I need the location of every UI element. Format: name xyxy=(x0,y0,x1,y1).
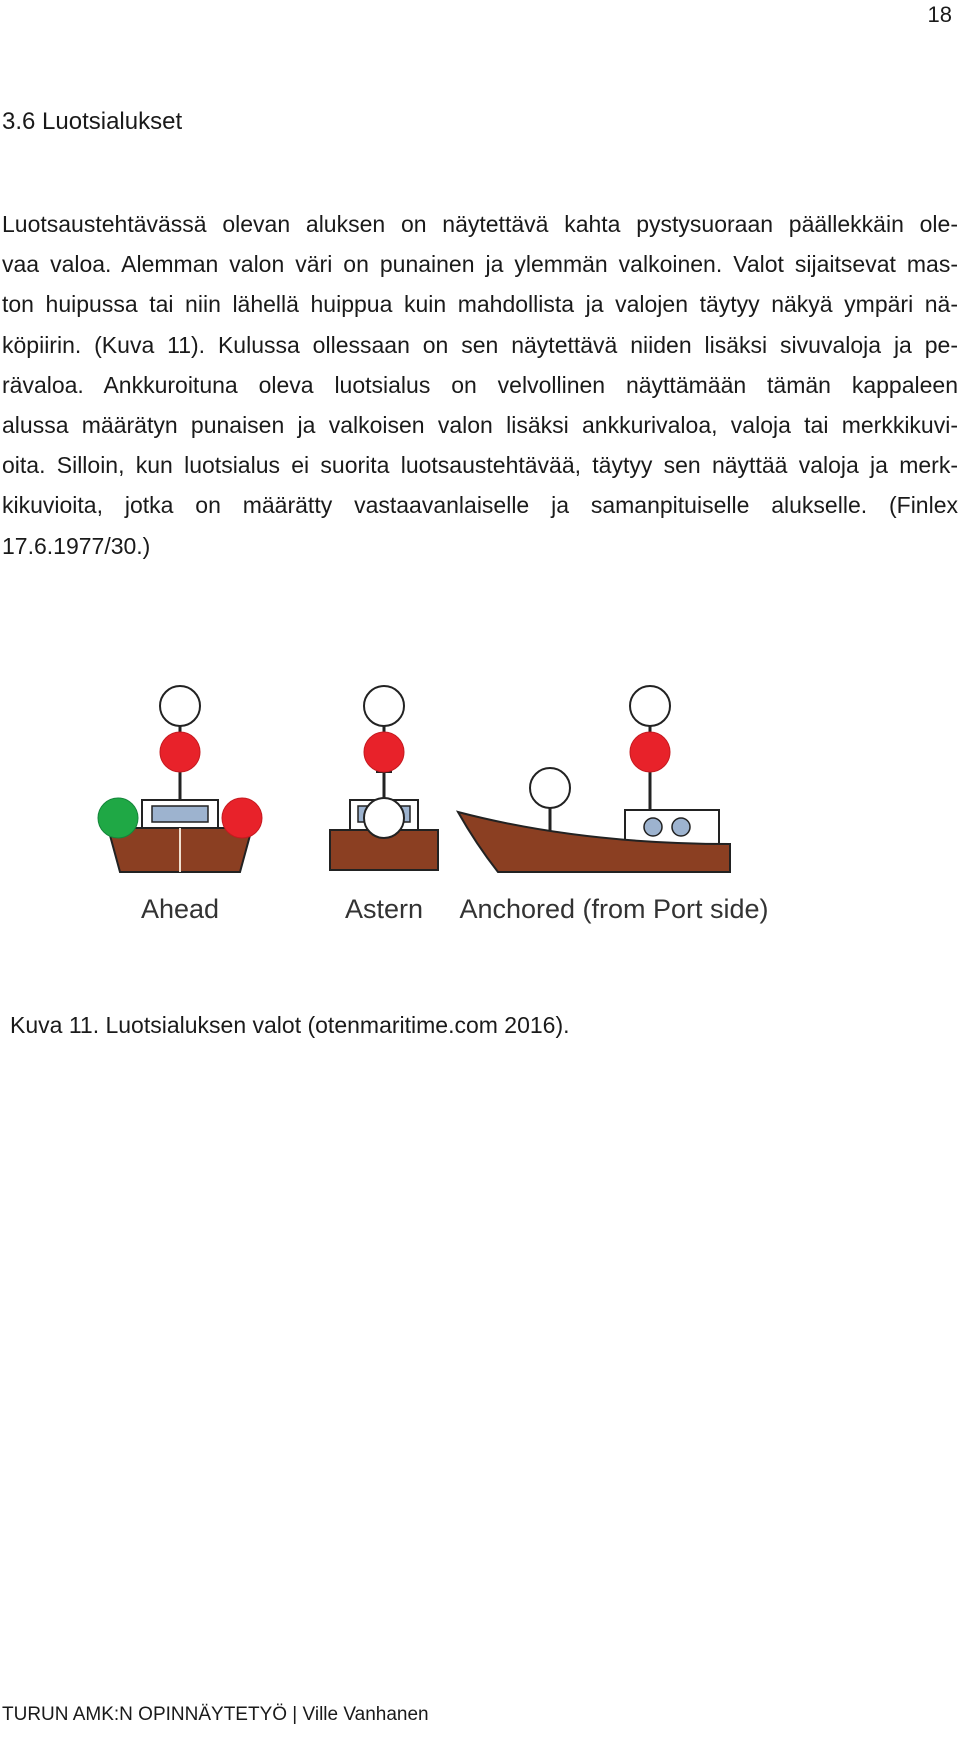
section-heading: 3.6 Luotsialukset xyxy=(2,108,183,135)
porthole xyxy=(672,818,690,836)
masthead-white-light xyxy=(630,686,670,726)
vessel-astern xyxy=(330,686,438,924)
paragraph-line: oita. Silloin, kun luotsialus ei suorita luotsaustehtävää, täytyy sen näyttää valoja ja merk- xyxy=(2,452,958,479)
pilot-vessel-lights-figure xyxy=(80,660,920,990)
stern-white-light xyxy=(364,798,404,838)
label-astern: Astern xyxy=(344,894,424,924)
paragraph-line: Luotsaustehtävässä olevan aluksen on näytettävä kahta pystysuoraan päällekkäin ole- xyxy=(2,211,958,237)
porthole xyxy=(644,818,662,836)
figure-caption: Kuva 11. Luotsialuksen valot (otenmaritime.com 2016). xyxy=(10,1012,570,1038)
page-number: 18 xyxy=(927,2,952,27)
pilot-vessel-lights-illustration xyxy=(80,660,920,990)
masthead-red-light xyxy=(364,732,404,772)
masthead-red-light xyxy=(160,732,200,772)
vessel-anchored xyxy=(458,686,769,924)
paragraph-line: alussa määrätyn punaisen ja valkoisen valon lisäksi ankkurivaloa, valoja tai merkkikuvi- xyxy=(2,412,958,439)
paragraph-line: rävaloa. Ankkuroituna oleva luotsialus on velvollinen näyttämään tämän kappaleen xyxy=(2,371,958,398)
masthead-white-light xyxy=(160,686,200,726)
paragraph-line: ton huipussa tai niin lähellä huippua kuin mahdollista ja valojen täytyy näkyä ympäri nä- xyxy=(2,291,958,318)
anchor-white-light xyxy=(530,768,570,808)
starboard-green-light xyxy=(98,798,138,838)
vessel-ahead xyxy=(98,686,262,924)
body-paragraph xyxy=(2,204,958,566)
masthead-white-light xyxy=(364,686,404,726)
paragraph-line: vaa valoa. Alemman valon väri on punainen ja ylemmän valkoinen. Valot sijaitsevat mas- xyxy=(2,251,958,278)
page-footer: TURUN AMK:N OPINNÄYTETYÖ | Ville Vanhanen xyxy=(2,1704,429,1725)
label-anchored: Anchored (from Port side) xyxy=(459,894,769,924)
label-ahead: Ahead xyxy=(140,894,220,924)
paragraph-line: 17.6.1977/30.) xyxy=(2,532,151,559)
paragraph-line: köpiirin. (Kuva 11). Kulussa ollessaan on sen näytettävä niiden lisäksi sivuvaloja ja pe- xyxy=(2,331,958,358)
paragraph-line: kikuvioita, jotka on määrätty vastaavanlaiselle ja samanpituiselle alukselle. (Finlex xyxy=(2,492,958,519)
cabin-window xyxy=(152,806,208,822)
masthead-red-light xyxy=(630,732,670,772)
port-red-light xyxy=(222,798,262,838)
